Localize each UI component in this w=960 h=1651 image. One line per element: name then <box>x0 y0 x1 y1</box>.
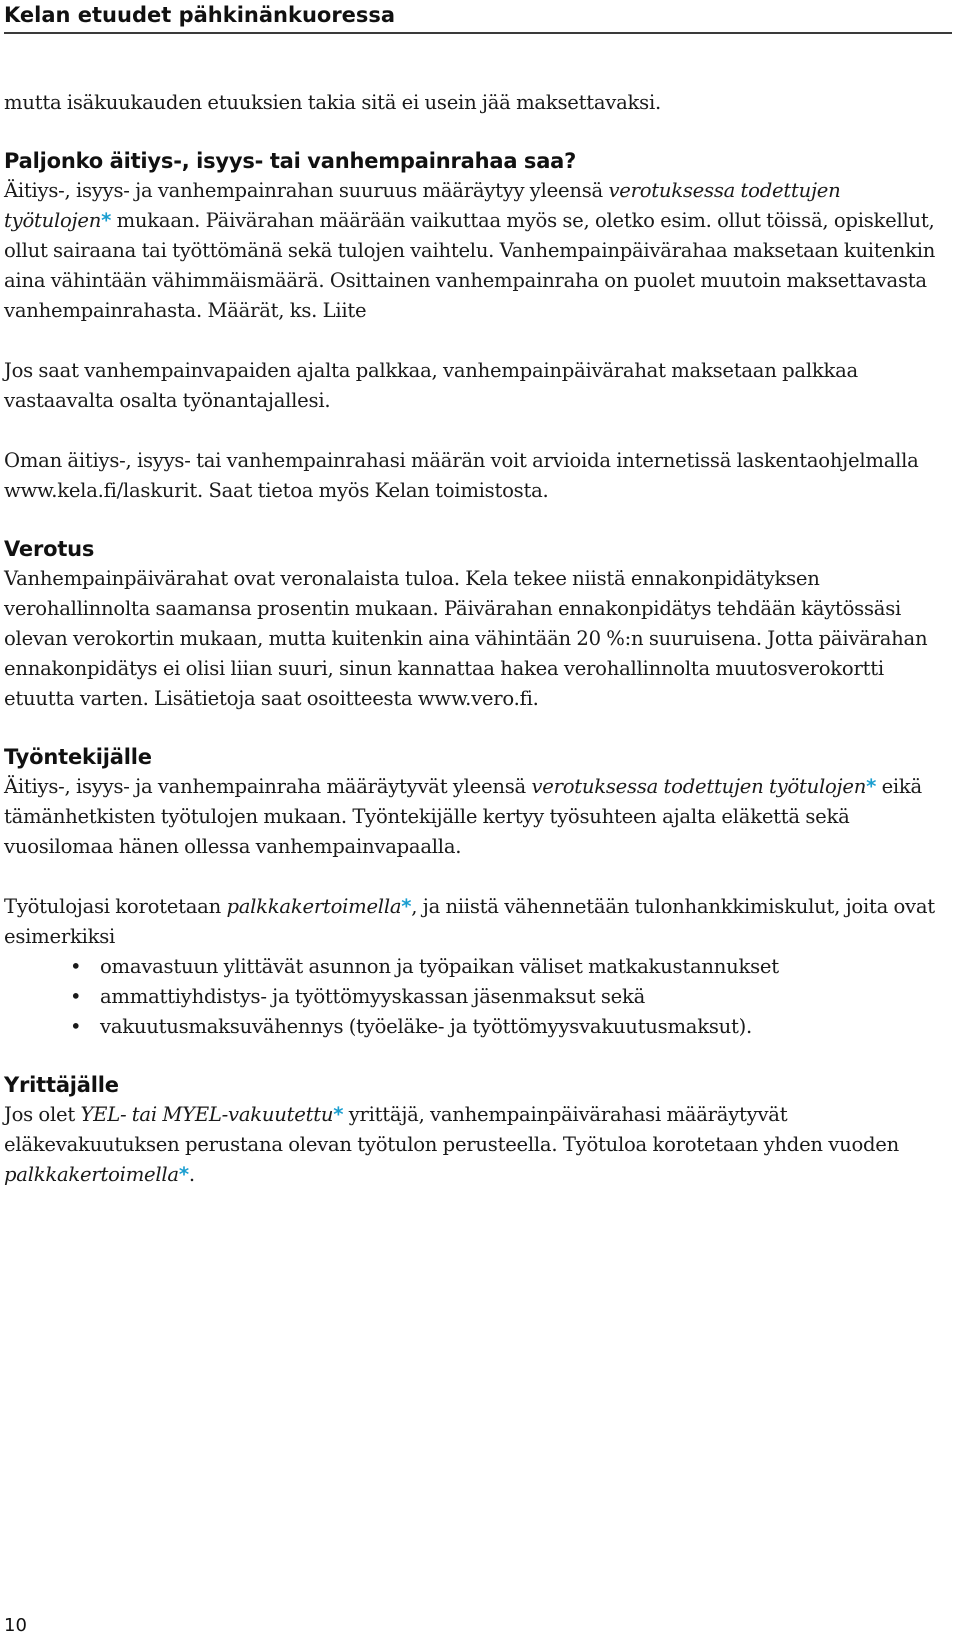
glossary-marker: * <box>401 895 412 918</box>
heading-amount: Paljonko äitiys-, isyys- tai vanhempainrahaa saa? <box>4 149 577 173</box>
amount-paragraph-1: Äitiys-, isyys- ja vanhempainrahan suuruus määräytyy yleensä verotuksessa todettujen työtulojen* mukaan. Päivärahan määrään vaikuttaa myös se, oletko esim. ollut töissä, opiskellut, ollut sairaana tai työttömänä sekä tulojen vaihtelu. Vanhempainpäivärahaa maksetaan kuitenkin aina vähintään vähimmäismäärä. Osittainen vanhempainraha on puolet muutoin maksettavasta vanhempainrahasta. Määrät, ks. Liite <box>4 179 936 322</box>
page-body <box>4 88 952 1190</box>
glossary-term-earned-income[interactable]: verotuksessa todettujen työtulojen <box>4 179 841 232</box>
amount-paragraph-3: Oman äitiys-, isyys- tai vanhempainrahasi määrän voit arvioida internetissä laskentaohjelmalla www.kela.fi/laskurit. Saat tietoa myös Kelan toimistosta. <box>4 449 919 502</box>
glossary-marker: * <box>866 775 877 798</box>
running-header <box>4 0 952 34</box>
amount-paragraph-2: Jos saat vanhempainvapaiden ajalta palkkaa, vanhempainpäivärahat maksetaan palkkaa vastaavalta osalta työnantajallesi. <box>4 359 858 412</box>
running-header-title: Kelan etuudet pähkinänkuoressa <box>4 3 396 27</box>
glossary-term-wage-coefficient[interactable]: palkkakertoimella <box>226 895 402 918</box>
tax-paragraph-1: Vanhempainpäivärahat ovat veronalaista tuloa. Kela tekee niistä ennakonpidätyksen verohallinnolta saamansa prosentin mukaan. Päivärahan ennakonpidätys tehdään käytössäsi olevan verokortin mukaan, mutta kuitenkin aina vähintään 20 %:n suuruisena. Jotta päivärahan ennakonpidätys ei olisi liian suuri, sinun kannattaa hakea verohallinnolta muutosverokortti etuutta varten. Lisätietoja saat osoitteesta www.vero.fi. <box>4 567 928 710</box>
bullet-icon: • <box>70 985 82 1008</box>
glossary-term-wage-coefficient[interactable]: palkkakertoimella <box>4 1163 179 1186</box>
employee-paragraph-2: Työtulojasi korotetaan palkkakertoimella*, ja niistä vähennetään tulonhankkimiskulut, joita ovat esimerkiksi <box>4 895 935 948</box>
list-item: • vakuutusmaksuvähennys (työeläke- ja työttömyysvakuutusmaksut). <box>4 1012 952 1042</box>
deduction-list <box>4 952 952 1042</box>
list-item: • omavastuun ylittävät asunnon ja työpaikan väliset matkakustannukset <box>4 952 952 982</box>
glossary-term-yel-insured[interactable]: YEL- tai MYEL-vakuutettu <box>80 1103 334 1126</box>
glossary-term-earned-income[interactable]: verotuksessa todettujen työtulojen <box>531 775 867 798</box>
heading-entrepreneur: Yrittäjälle <box>4 1073 119 1097</box>
intro-continuation: mutta isäkuukauden etuuksien takia sitä ei usein jää maksettavaksi. <box>4 91 661 114</box>
employee-paragraph-1: Äitiys-, isyys- ja vanhempainraha määräytyvät yleensä verotuksessa todettujen työtulojen* eikä tämänhetkisten työtulojen mukaan. Työntekijälle kertyy työsuhteen ajalta eläkettä sekä vuosilomaa hänen ollessa vanhempainvapaalla. <box>4 775 922 858</box>
heading-employee: Työntekijälle <box>4 745 152 769</box>
glossary-marker: * <box>101 209 112 232</box>
list-item: • ammattiyhdistys- ja työttömyyskassan jäsenmaksut sekä <box>4 982 952 1012</box>
glossary-marker: * <box>178 1163 189 1186</box>
entrepreneur-paragraph-1: Jos olet YEL- tai MYEL-vakuutettu* yrittäjä, vanhempainpäivärahasi määräytyvät eläkevakuutuksen perustana olevan työtulon perusteella. Työtuloa korotetaan yhden vuoden palkkakertoimella*. <box>4 1103 900 1186</box>
bullet-icon: • <box>70 1015 82 1038</box>
page-number: 10 <box>4 1615 27 1636</box>
heading-tax: Verotus <box>4 537 95 561</box>
bullet-icon: • <box>70 955 82 978</box>
glossary-marker: * <box>333 1103 344 1126</box>
